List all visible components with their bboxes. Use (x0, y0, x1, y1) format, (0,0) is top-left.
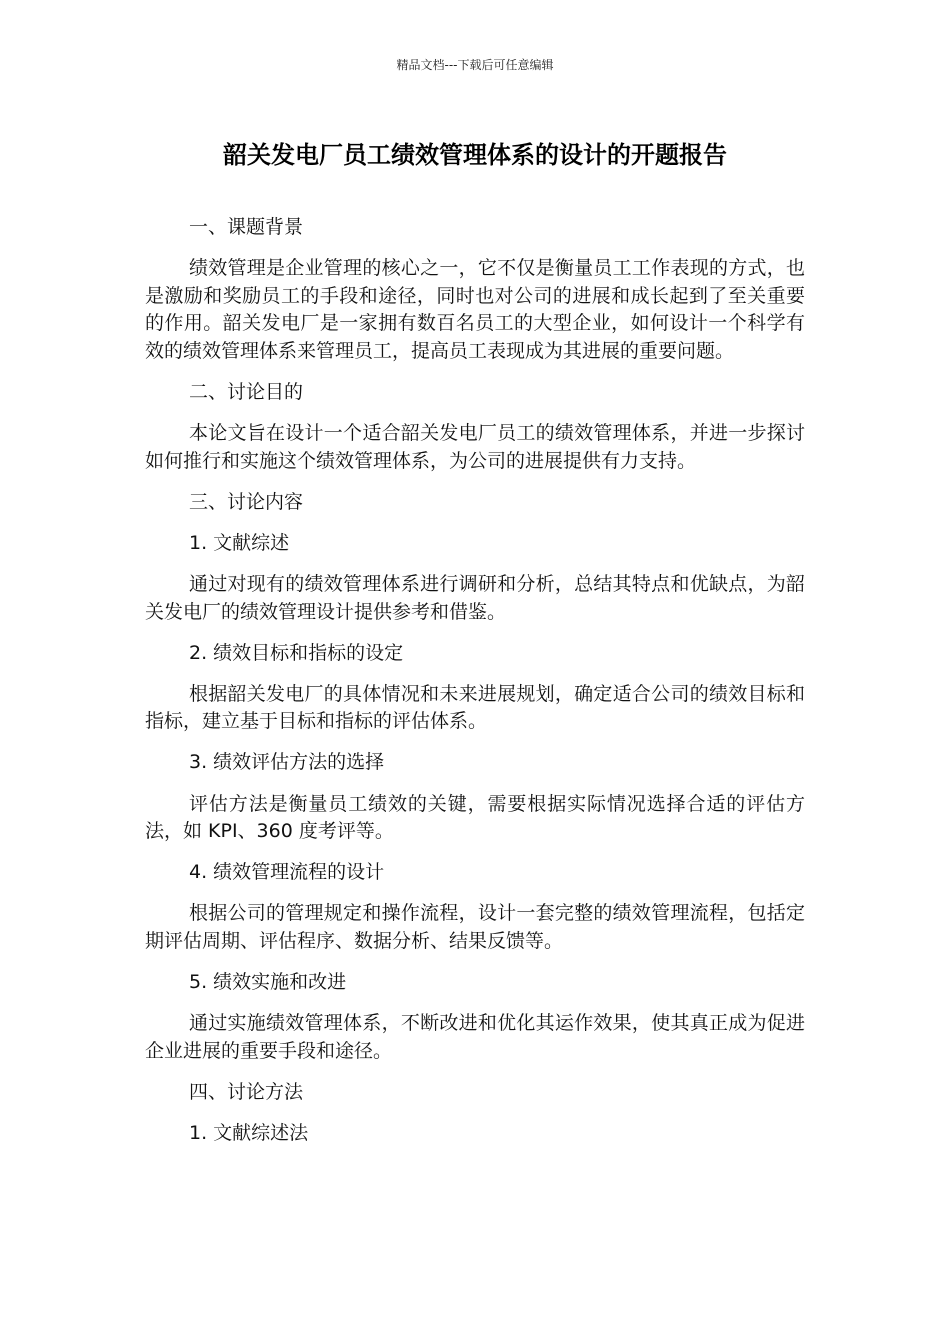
subheading-goals-indicators: 2. 绩效目标和指标的设定 (189, 641, 404, 664)
paragraph-background: 绩效管理是企业管理的核心之一，它不仅是衡量员工工作表现的方式，也是激励和奖励员工的手段和途径，同时也对公司的进展和成长起到了至关重要的作用。韶关发电厂是一家拥有数百名员工的大型企业，如何设计一个科学有效的绩效管理体系来管理员工，提高员工表现成为其进展的重要问题。 (145, 257, 805, 362)
document-body (145, 214, 805, 1161)
subheading-literature-review: 1. 文献综述 (189, 531, 290, 554)
section-heading-purpose: 二、讨论目的 (189, 380, 304, 403)
subheading-literature-method: 1. 文献综述法 (189, 1121, 309, 1144)
section-heading-background: 一、课题背景 (189, 216, 304, 238)
paragraph-evaluation-methods: 评估方法是衡量员工绩效的关键，需要根据实际情况选择合适的评估方法，如 KPI、360 度考评等。 (145, 792, 805, 843)
document-title: 韶关发电厂员工绩效管理体系的设计的开题报告 (223, 141, 727, 169)
header-note: 精品文档---下载后可任意编辑 (396, 58, 554, 72)
paragraph-goals-indicators: 根据韶关发电厂的具体情况和未来进展规划，确定适合公司的绩效目标和指标，建立基于目标和指标的评估体系。 (145, 682, 805, 733)
section-heading-methods: 四、讨论方法 (189, 1080, 304, 1103)
subheading-process-design: 4. 绩效管理流程的设计 (189, 861, 385, 884)
subheading-evaluation-methods: 3. 绩效评估方法的选择 (189, 751, 385, 774)
section-heading-content: 三、讨论内容 (189, 490, 304, 513)
paragraph-purpose: 本论文旨在设计一个适合韶关发电厂员工的绩效管理体系，并进一步探讨如何推行和实施这个绩效管理体系，为公司的进展提供有力支持。 (145, 422, 805, 472)
subheading-implementation: 5. 绩效实施和改进 (189, 970, 347, 993)
paragraph-implementation: 通过实施绩效管理体系，不断改进和优化其运作效果，使其真正成为促进企业进展的重要手段和途径。 (145, 1012, 805, 1062)
paragraph-literature-review: 通过对现有的绩效管理体系进行调研和分析，总结其特点和优缺点，为韶关发电厂的绩效管理设计提供参考和借鉴。 (145, 572, 805, 623)
paragraph-process-design: 根据公司的管理规定和操作流程，设计一套完整的绩效管理流程，包括定期评估周期、评估程序、数据分析、结果反馈等。 (145, 902, 805, 952)
